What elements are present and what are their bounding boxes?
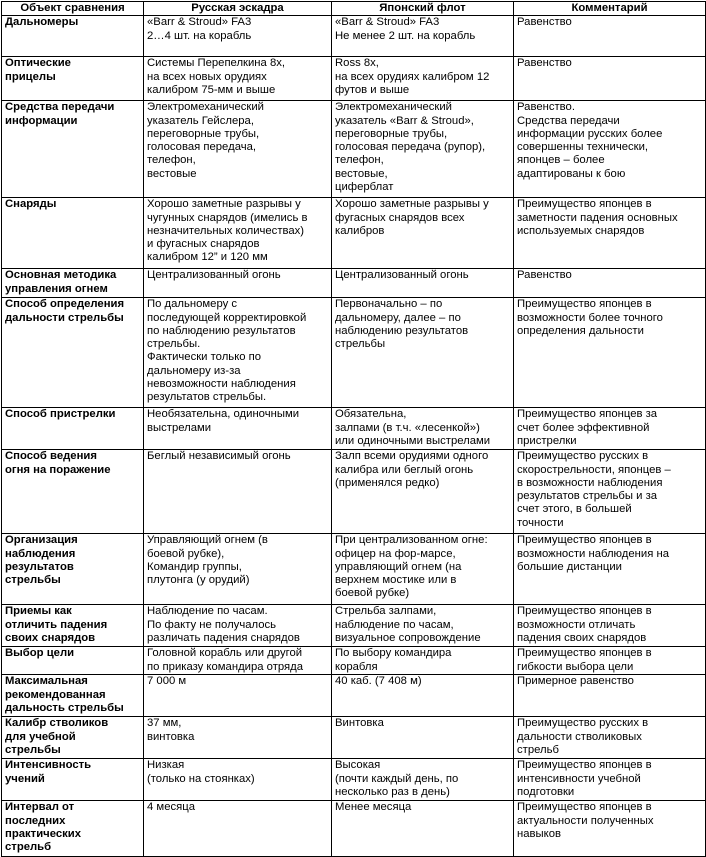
- row-parameter: Интенсивность учений: [2, 759, 144, 801]
- row-russian: Необязательна, одиночными выстрелами: [144, 408, 332, 450]
- row-japanese: По выбору командира корабля: [332, 647, 514, 675]
- row-russian: Управляющий огнем (в боевой рубке), Командир группы, плутонга (у орудий): [144, 534, 332, 605]
- row-japanese: Электромеханический указатель «Barr & Stroud», переговорные трубы, голосовая передача (рупор), телефон, вестовые, циферблат: [332, 101, 514, 198]
- row-comment: Равенство: [514, 57, 706, 101]
- row-comment: Преимущество японцев в возможности более точного определения дальности: [514, 298, 706, 408]
- row-russian: Головной корабль или другой по приказу командира отряда: [144, 647, 332, 675]
- table-row: [2, 298, 706, 408]
- header-russian-squadron: Русская эскадра: [144, 2, 332, 16]
- row-japanese: Ross 8х, на всех орудиях калибром 12 футов и выше: [332, 57, 514, 101]
- row-comment: Преимущество японцев в актуальности полученных навыков: [514, 801, 706, 857]
- table-row: [2, 101, 706, 198]
- row-parameter: Способ пристрелки: [2, 408, 144, 450]
- row-russian: 7 000 м: [144, 675, 332, 717]
- row-comment: Преимущество японцев в возможности отличать падения своих снарядов: [514, 605, 706, 647]
- row-japanese: Винтовка: [332, 717, 514, 759]
- row-japanese: Менее месяца: [332, 801, 514, 857]
- table-row: [2, 801, 706, 857]
- row-parameter: Способ ведения огня на поражение: [2, 450, 144, 534]
- table-row: [2, 717, 706, 759]
- row-parameter: Организация наблюдения результатов стрельбы: [2, 534, 144, 605]
- header-japanese-fleet: Японский флот: [332, 2, 514, 16]
- table-row: [2, 16, 706, 57]
- row-parameter: Приемы как отличить падения своих снарядов: [2, 605, 144, 647]
- row-parameter: Максимальная рекомендованная дальность стрельбы: [2, 675, 144, 717]
- row-comment: Преимущество японцев в интенсивности учебной подготовки: [514, 759, 706, 801]
- row-comment: Преимущество русских в скорострельности, японцев – в возможности наблюдения результатов стрельбы и за счет этого, в большей точности: [514, 450, 706, 534]
- row-japanese: Залп всеми орудиями одного калибра или беглый огонь (применялся редко): [332, 450, 514, 534]
- table-row: [2, 759, 706, 801]
- row-japanese: Централизованный огонь: [332, 269, 514, 298]
- row-russian: Беглый независимый огонь: [144, 450, 332, 534]
- row-comment: Преимущество японцев в гибкости выбора цели: [514, 647, 706, 675]
- row-comment: Преимущество японцев в возможности наблюдения на большие дистанции: [514, 534, 706, 605]
- row-japanese: Первоначально – по дальномеру, далее – по наблюдению результатов стрельбы: [332, 298, 514, 408]
- table-row: [2, 450, 706, 534]
- row-parameter: Способ определения дальности стрельбы: [2, 298, 144, 408]
- comparison-table: [1, 1, 706, 857]
- row-japanese: Обязательна, залпами (в т.ч. «лесенкой») или одиночными выстрелами: [332, 408, 514, 450]
- row-russian: Электромеханический указатель Гейслера, переговорные трубы, голосовая передача, телефон, вестовые: [144, 101, 332, 198]
- row-parameter: Интервал от последних практических стрельб: [2, 801, 144, 857]
- header-comment: Комментарий: [514, 2, 706, 16]
- row-comment: Равенство: [514, 16, 706, 57]
- table-row: [2, 408, 706, 450]
- header-parameter: Объект сравнения: [2, 2, 144, 16]
- row-comment: Преимущество русских в дальности стволиковых стрельб: [514, 717, 706, 759]
- header-row: [2, 2, 706, 16]
- row-comment: Равенство: [514, 269, 706, 298]
- table-row: [2, 647, 706, 675]
- row-comment: Преимущество японцев за счет более эффективной пристрелки: [514, 408, 706, 450]
- row-comment: Преимущество японцев в заметности падения основных используемых снарядов: [514, 198, 706, 269]
- row-russian: Низкая (только на стоянках): [144, 759, 332, 801]
- row-russian: Хорошо заметные разрывы у чугунных снарядов (имелись в незначительных количествах) и фугасных снарядов калибром 12” и 120 мм: [144, 198, 332, 269]
- table-row: [2, 605, 706, 647]
- row-russian: 4 месяца: [144, 801, 332, 857]
- row-russian: 37 мм, винтовка: [144, 717, 332, 759]
- table-row: [2, 57, 706, 101]
- row-parameter: Основная методика управления огнем: [2, 269, 144, 298]
- row-russian: Наблюдение по часам. По факту не получалось различать падения снарядов: [144, 605, 332, 647]
- row-japanese: Хорошо заметные разрывы у фугасных снарядов всех калибров: [332, 198, 514, 269]
- row-parameter: Калибр стволиков для учебной стрельбы: [2, 717, 144, 759]
- table-row: [2, 198, 706, 269]
- row-parameter: Оптические прицелы: [2, 57, 144, 101]
- row-comment: Примерное равенство: [514, 675, 706, 717]
- row-japanese: 40 каб. (7 408 м): [332, 675, 514, 717]
- row-comment: Равенство. Средства передачи информации русских более совершенны технически, японцев – более адаптированы к бою: [514, 101, 706, 198]
- row-russian: Системы Перепелкина 8х, на всех новых орудиях калибром 75-мм и выше: [144, 57, 332, 101]
- row-japanese: Высокая (почти каждый день, по несколько раз в день): [332, 759, 514, 801]
- row-parameter: Снаряды: [2, 198, 144, 269]
- row-parameter: Выбор цели: [2, 647, 144, 675]
- row-russian: Централизованный огонь: [144, 269, 332, 298]
- table-row: [2, 534, 706, 605]
- row-russian: «Barr & Stroud» FA3 2…4 шт. на корабль: [144, 16, 332, 57]
- row-parameter: Дальномеры: [2, 16, 144, 57]
- table-row: [2, 675, 706, 717]
- row-japanese: Стрельба залпами, наблюдение по часам, визуальное сопровождение: [332, 605, 514, 647]
- row-japanese: При централизованном огне: офицер на фор-марсе, управляющий огнем (на верхнем мостике или в боевой рубке): [332, 534, 514, 605]
- table-row: [2, 269, 706, 298]
- row-russian: По дальномеру с последующей корректировкой по наблюдению результатов стрельбы. Фактически только по дальномеру из-за невозможности наблюдения результатов стрельбы.: [144, 298, 332, 408]
- row-japanese: «Barr & Stroud» FA3 Не менее 2 шт. на корабль: [332, 16, 514, 57]
- row-parameter: Средства передачи информации: [2, 101, 144, 198]
